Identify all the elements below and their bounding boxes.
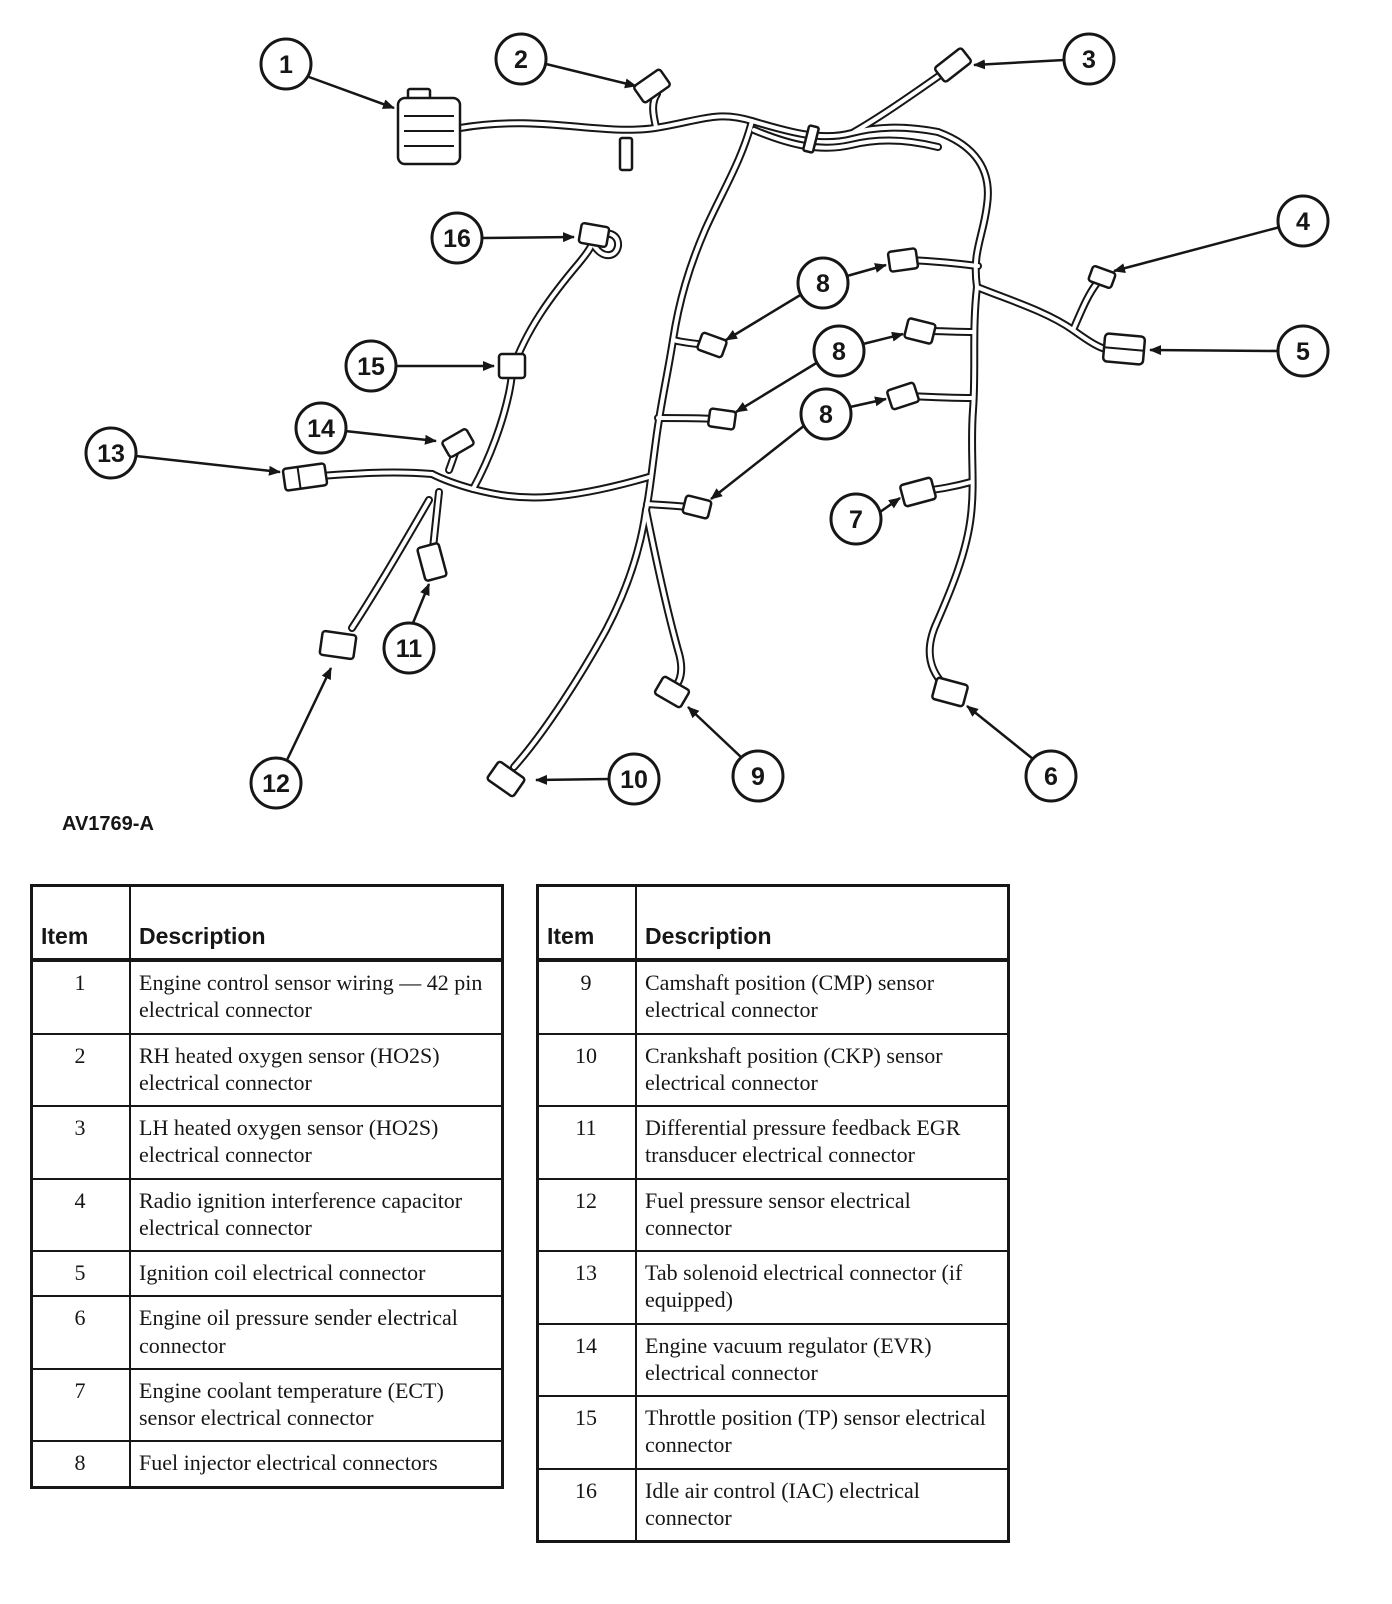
- connector-evr: [441, 428, 474, 458]
- item-cell: 8: [32, 1441, 131, 1487]
- callout-2: [496, 34, 546, 84]
- description-cell: Engine control sensor wiring — 42 pin electrical connector: [130, 960, 503, 1034]
- table-row: [538, 1179, 1009, 1252]
- callout-5-arrow: [1150, 350, 1278, 351]
- legend-tables: [30, 884, 1010, 1543]
- callout-8a-arrow2: [726, 294, 802, 340]
- callout-1-arrow: [309, 77, 394, 108]
- connector-tab-solenoid: [283, 463, 328, 491]
- description-cell: Fuel pressure sensor electrical connector: [636, 1179, 1009, 1252]
- item-cell: 16: [538, 1469, 637, 1542]
- callout-14: [296, 403, 346, 453]
- table-row: [538, 1106, 1009, 1179]
- description-cell: Tab solenoid electrical connector (if equipped): [636, 1251, 1009, 1324]
- svg-text:14: 14: [307, 415, 335, 443]
- item-cell: 1: [32, 960, 131, 1034]
- connector-ect: [900, 477, 937, 507]
- description-cell: Fuel injector electrical connectors: [130, 1441, 503, 1487]
- svg-text:2: 2: [514, 46, 528, 74]
- connector-ignition-coil: [1103, 333, 1145, 364]
- callout-8a: [798, 258, 848, 308]
- table-row: [32, 960, 503, 1034]
- connector-injector-l1: [697, 332, 728, 358]
- callout-13: [86, 428, 136, 478]
- connector-42pin: [398, 89, 460, 164]
- callout-5: [1278, 326, 1328, 376]
- description-cell: Engine coolant temperature (ECT) sensor electrical connector: [130, 1369, 503, 1442]
- callout-7-arrow: [880, 498, 900, 512]
- table-header-row: [32, 886, 503, 961]
- table-row: [538, 1324, 1009, 1397]
- svg-text:4: 4: [1296, 208, 1310, 236]
- table-row: [538, 960, 1009, 1034]
- callout-9: [733, 751, 783, 801]
- item-cell: 10: [538, 1034, 637, 1107]
- table-row: [32, 1251, 503, 1296]
- callout-8c-arrow: [850, 399, 886, 407]
- callout-3: [1064, 34, 1114, 84]
- svg-text:3: 3: [1082, 46, 1096, 74]
- callout-2-arrow: [546, 64, 636, 86]
- callout-10: [609, 754, 659, 804]
- svg-text:8: 8: [832, 338, 846, 366]
- connector-oil-pressure: [932, 677, 969, 707]
- svg-text:8: 8: [819, 401, 833, 429]
- table-row: [32, 1179, 503, 1252]
- callout-9-arrow: [688, 707, 742, 758]
- item-cell: 15: [538, 1396, 637, 1469]
- item-header: Item: [32, 886, 131, 961]
- description-cell: Radio ignition interference capacitor electrical connector: [130, 1179, 503, 1252]
- callout-13-arrow: [136, 456, 280, 472]
- connector-lh-ho2s: [934, 47, 972, 82]
- callout-16-arrow: [482, 237, 574, 238]
- item-cell: 13: [538, 1251, 637, 1324]
- connector-injector-l2: [708, 408, 736, 429]
- description-cell: Differential pressure feedback EGR transducer electrical connector: [636, 1106, 1009, 1179]
- figure-code: AV1769-A: [62, 813, 154, 835]
- svg-text:6: 6: [1044, 763, 1058, 791]
- table-row: [538, 1396, 1009, 1469]
- callout-3-arrow: [974, 60, 1064, 65]
- connector-rh-ho2s: [633, 69, 671, 104]
- callout-6-arrow: [967, 706, 1033, 759]
- item-cell: 6: [32, 1296, 131, 1369]
- connector-fuel-pressure: [319, 631, 356, 659]
- item-cell: 14: [538, 1324, 637, 1397]
- svg-text:5: 5: [1296, 338, 1310, 366]
- description-cell: RH heated oxygen sensor (HO2S) electrical connector: [130, 1034, 503, 1107]
- callout-8c-arrow2: [711, 425, 805, 499]
- parts-table-right: [536, 884, 1010, 1543]
- connector-injector-l3: [682, 495, 712, 519]
- item-cell: 2: [32, 1034, 131, 1107]
- svg-text:7: 7: [849, 506, 863, 534]
- callout-10-arrow: [536, 779, 609, 780]
- callout-12-arrow: [287, 668, 331, 760]
- description-cell: Engine vacuum regulator (EVR) electrical connector: [636, 1324, 1009, 1397]
- callout-8c: [801, 389, 851, 439]
- table-header-row: [538, 886, 1009, 961]
- description-cell: Crankshaft position (CKP) sensor electrical connector: [636, 1034, 1009, 1107]
- description-cell: Engine oil pressure sender electrical connector: [130, 1296, 503, 1369]
- item-cell: 5: [32, 1251, 131, 1296]
- connector-cmp: [654, 676, 690, 708]
- callout-15: [346, 341, 396, 391]
- table-row: [32, 1441, 503, 1487]
- parts-table-left: [30, 884, 504, 1489]
- description-cell: Ignition coil electrical connector: [130, 1251, 503, 1296]
- description-cell: Idle air control (IAC) electrical connector: [636, 1469, 1009, 1542]
- table-row: [32, 1106, 503, 1179]
- item-cell: 4: [32, 1179, 131, 1252]
- description-cell: Camshaft position (CMP) sensor electrical connector: [636, 960, 1009, 1034]
- svg-text:1: 1: [279, 51, 293, 79]
- item-cell: 7: [32, 1369, 131, 1442]
- callout-8a-arrow: [847, 265, 886, 276]
- callout-11: [384, 623, 434, 673]
- description-header: Description: [636, 886, 1009, 961]
- svg-text:13: 13: [97, 440, 125, 468]
- connector-tp: [499, 354, 525, 378]
- callout-1: [261, 39, 311, 89]
- item-header: Item: [538, 886, 637, 961]
- table-row: [32, 1369, 503, 1442]
- svg-text:8: 8: [816, 270, 830, 298]
- callout-16: [432, 213, 482, 263]
- table-row: [32, 1296, 503, 1369]
- item-cell: 3: [32, 1106, 131, 1179]
- svg-text:10: 10: [620, 766, 648, 794]
- table-row: [538, 1251, 1009, 1324]
- svg-text:16: 16: [443, 225, 471, 253]
- callout-4-arrow: [1114, 227, 1280, 271]
- connector-dpfe: [417, 543, 447, 582]
- callout-6: [1026, 751, 1076, 801]
- table-row: [538, 1469, 1009, 1542]
- svg-text:15: 15: [357, 353, 385, 381]
- item-cell: 9: [538, 960, 637, 1034]
- callout-8b-arrow: [863, 334, 903, 344]
- description-cell: Throttle position (TP) sensor electrical connector: [636, 1396, 1009, 1469]
- svg-text:9: 9: [751, 763, 765, 791]
- svg-text:12: 12: [262, 770, 290, 798]
- callout-8b: [814, 326, 864, 376]
- connector-injector-r1: [888, 248, 919, 272]
- callout-7: [831, 494, 881, 544]
- description-cell: LH heated oxygen sensor (HO2S) electrical connector: [130, 1106, 503, 1179]
- item-cell: 11: [538, 1106, 637, 1179]
- item-cell: 12: [538, 1179, 637, 1252]
- callout-14-arrow: [345, 431, 436, 441]
- callout-12: [251, 758, 301, 808]
- svg-text:11: 11: [395, 635, 423, 663]
- connector-iac: [578, 223, 609, 248]
- table-row: [32, 1034, 503, 1107]
- description-header: Description: [130, 886, 503, 961]
- callout-4: [1278, 196, 1328, 246]
- callout-11-arrow: [413, 584, 429, 623]
- connector-injector-r2: [904, 318, 936, 344]
- connector-injector-r3: [887, 382, 920, 410]
- table-row: [538, 1034, 1009, 1107]
